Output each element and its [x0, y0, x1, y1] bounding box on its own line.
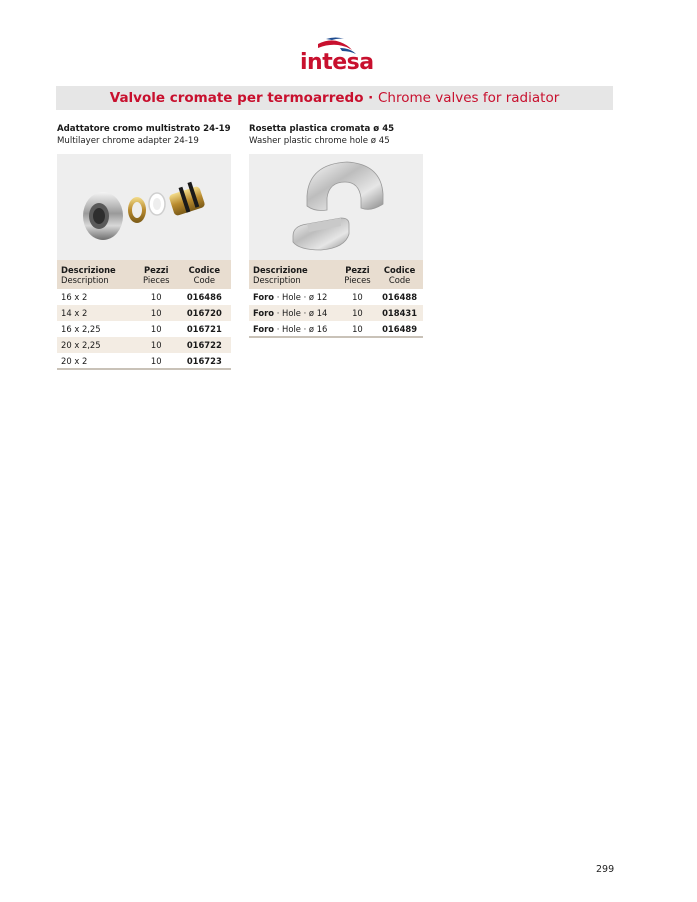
table-header-row: [57, 260, 231, 289]
table-row: [249, 321, 423, 337]
cell-code: 016486: [186, 292, 222, 302]
cell-pieces: 10: [339, 305, 377, 321]
product-table-adapter: [57, 260, 231, 370]
product-name-en: Multilayer chrome adapter 24-19: [57, 136, 199, 146]
cell-pieces: 10: [135, 305, 178, 321]
title-separator: ·: [363, 90, 378, 106]
column-header-code: Codice Code: [376, 260, 423, 289]
column-header-pieces: Pezzi Pieces: [135, 260, 178, 289]
cell-description: Foro · Hole · ø 16: [249, 321, 339, 337]
cell-code: 016720: [178, 305, 231, 321]
cell-pieces: 10: [339, 321, 377, 337]
page-number: 299: [596, 864, 615, 875]
product-heading-washer: [249, 123, 423, 148]
cell-code: 016489: [376, 321, 423, 337]
title-english: Chrome valves for radiator: [378, 90, 560, 106]
cell-code: 016722: [178, 337, 231, 353]
column-header-description: Descrizione Description: [57, 260, 135, 289]
cell-pieces: 10: [150, 324, 162, 334]
column-header-description: Descrizione Description: [249, 260, 339, 289]
logo-wordmark: intesa: [300, 50, 374, 75]
cell-pieces: 10: [352, 292, 363, 302]
table-row: [57, 353, 231, 369]
cell-description: 14 x 2: [57, 305, 135, 321]
section-title-bar: [56, 86, 613, 110]
product-name-it: Adattatore cromo multistrato 24-19: [57, 124, 231, 134]
cell-code: 016488: [382, 292, 418, 302]
cell-pieces: 10: [150, 292, 162, 302]
cell-description: 16 x 2,25: [61, 324, 101, 334]
product-table-washer: [249, 260, 423, 338]
column-header-code: Codice Code: [178, 260, 231, 289]
chrome-adapter-icon: [57, 154, 231, 260]
table-header-row: [249, 260, 423, 289]
table-row: [249, 305, 423, 321]
chrome-washer-rosette-photo: [249, 154, 423, 260]
cell-description: 20 x 2,25: [57, 337, 135, 353]
table-row: [57, 305, 231, 321]
cell-description: 20 x 2: [57, 353, 135, 369]
cell-description: Foro · Hole · ø 14: [249, 305, 339, 321]
cell-description: Foro · Hole · ø 12: [253, 292, 328, 302]
table-row: [57, 321, 231, 337]
product-heading-adapter: [57, 123, 231, 148]
cell-description: 16 x 2: [61, 292, 88, 302]
cell-pieces: 10: [135, 353, 178, 369]
cell-pieces: 10: [135, 337, 178, 353]
table-row: [57, 337, 231, 353]
title-italian: Valvole cromate per termoarredo: [109, 90, 364, 106]
table-row: [57, 289, 231, 305]
table-row: [249, 289, 423, 305]
cell-code: 016721: [186, 324, 222, 334]
product-name-en: Washer plastic chrome hole ø 45: [249, 136, 390, 146]
cell-code: 016723: [178, 353, 231, 369]
chrome-washer-icon: [249, 154, 423, 260]
column-header-pieces: Pezzi Pieces: [339, 260, 377, 289]
product-name-it: Rosetta plastica cromata ø 45: [249, 124, 395, 134]
brand-logo: [296, 36, 376, 78]
cell-code: 018431: [376, 305, 423, 321]
chrome-adapter-fitting-photo: [57, 154, 231, 260]
